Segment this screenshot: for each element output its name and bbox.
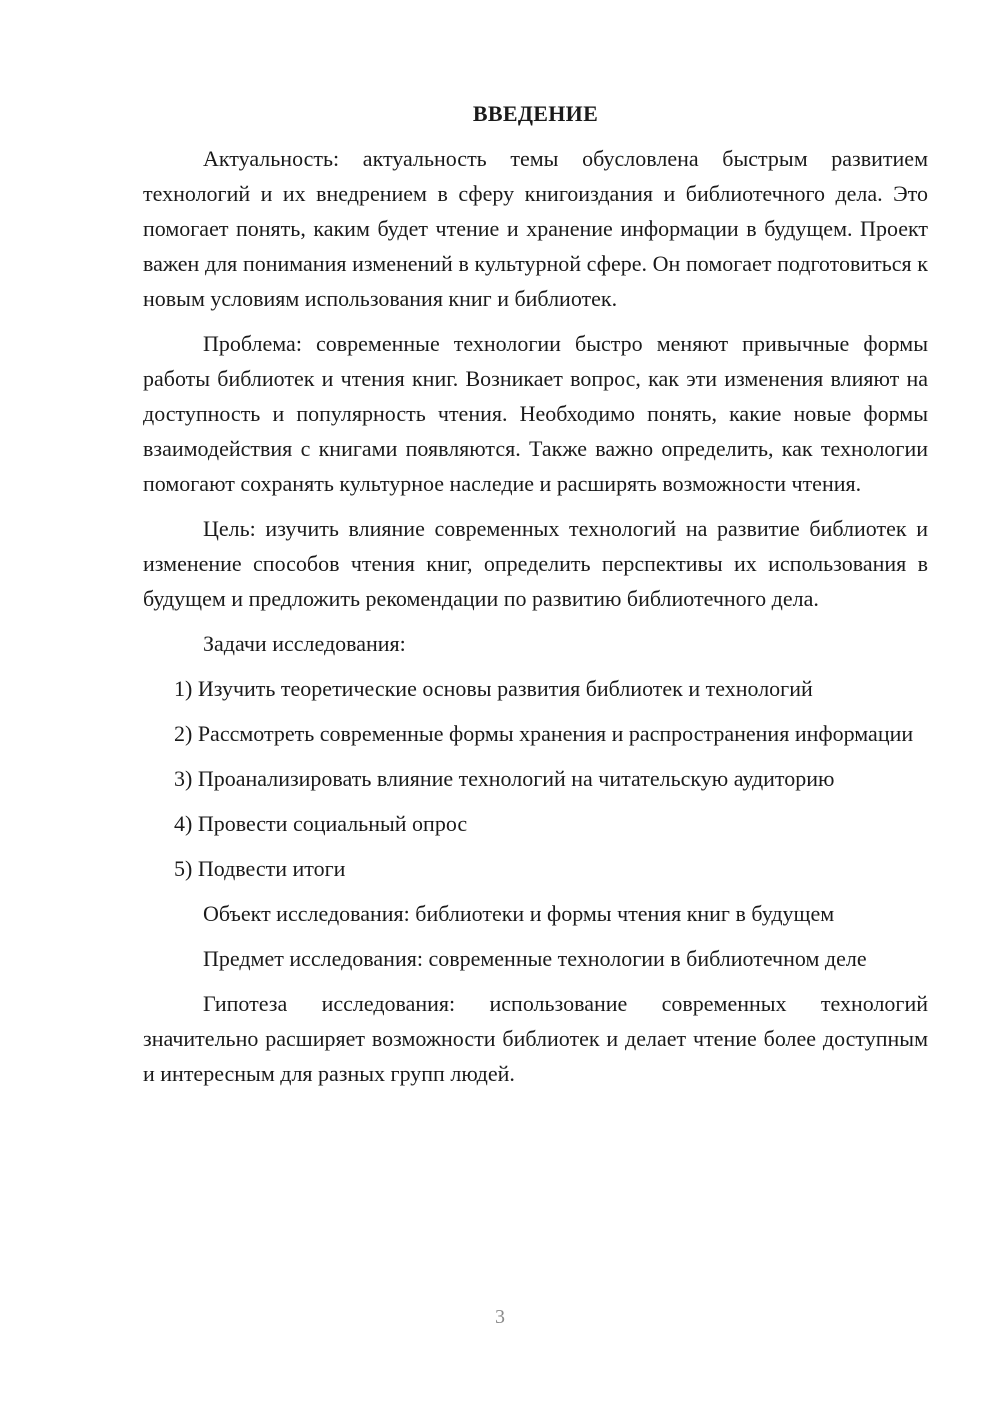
section-title: ВВЕДЕНИЕ xyxy=(472,101,599,126)
tasks-heading: Задачи исследования: xyxy=(203,631,406,656)
task-item-2: 2) Рассмотреть современные формы хранения и распространения информации xyxy=(174,721,914,746)
paragraph-subject: Предмет исследования: современные технологии в библиотечном деле xyxy=(203,946,867,971)
paragraph-goal: Цель: изучить влияние современных технологий на развитие библиотек и изменение способов чтения книг, определить перспективы их использования в будущем и предложить рекомендации по развитию библиотечного дела. xyxy=(143,516,928,611)
page-number: 3 xyxy=(495,1306,505,1328)
document-page xyxy=(143,96,928,1101)
task-item-3: 3) Проанализировать влияние технологий на читательскую аудиторию xyxy=(174,766,835,791)
paragraph-hypothesis: Гипотеза исследования: использование современных технологий значительно расширяет возможности библиотек и делает чтение более доступным и интересным для разных групп людей. xyxy=(143,991,928,1086)
task-item-5: 5) Подвести итоги xyxy=(174,856,346,881)
paragraph-object: Объект исследования: библиотеки и формы чтения книг в будущем xyxy=(203,901,835,926)
task-item-1: 1) Изучить теоретические основы развития библиотек и технологий xyxy=(174,676,813,701)
task-item-4: 4) Провести социальный опрос xyxy=(174,811,468,836)
paragraph-relevance: Актуальность: актуальность темы обусловлена быстрым развитием технологий и их внедрением в сферу книгоиздания и библиотечного дела. Это помогает понять, каким будет чтение и хранение информации в будущем. Проект важен для понимания изменений в культурной сфере. Он помогает подготовиться к новым условиям использования книг и библиотек. xyxy=(143,146,928,311)
paragraph-problem: Проблема: современные технологии быстро меняют привычные формы работы библиотек и чтения книг. Возникает вопрос, как эти изменения влияют на доступность и популярность чтения. Необходимо понять, какие новые формы взаимодействия с книгами появляются. Также важно определить, как технологии помогают сохранять культурное наследие и расширять возможности чтения. xyxy=(143,331,928,496)
